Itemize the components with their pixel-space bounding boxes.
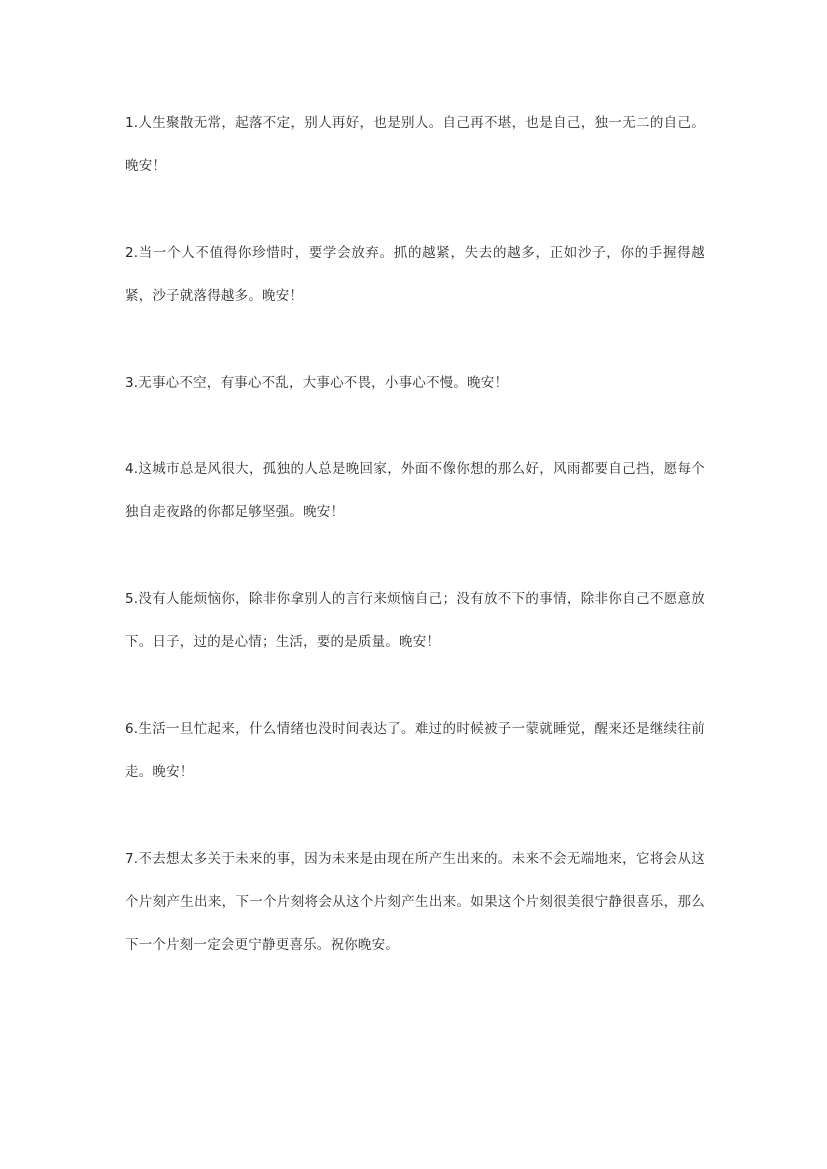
paragraph-3: 3.无事心不空，有事心不乱，大事心不畏，小事心不慢。晚安！ xyxy=(125,375,509,391)
paragraph-6: 6.生活一旦忙起来，什么情绪也没时间表达了。难过的时候被子一蒙就睡觉，醒来还是继续往前走。晚安！ xyxy=(125,721,705,780)
paragraph-5: 5.没有人能烦恼你，除非你拿别人的言行来烦恼自己；没有放不下的事情，除非你自己不愿意放下。日子，过的是心情；生活，要的是质量。晚安！ xyxy=(125,591,705,650)
paragraph-1: 1.人生聚散无常，起落不定，别人再好，也是别人。自己再不堪，也是自己，独一无二的自己。晚安！ xyxy=(125,115,705,174)
paragraph-2: 2.当一个人不值得你珍惜时，要学会放弃。抓的越紧，失去的越多，正如沙子，你的手握得越紧，沙子就落得越多。晚安！ xyxy=(125,245,705,304)
paragraph-7: 7.不去想太多关于未来的事，因为未来是由现在所产生出来的。未来不会无端地来，它将会从这个片刻产生出来，下一个片刻将会从这个片刻产生出来。如果这个片刻很美很宁静很喜乐，那么下一个片刻一定会更宁静更喜乐。祝你晚安。 xyxy=(125,851,705,953)
paragraph-4: 4.这城市总是风很大，孤独的人总是晚回家，外面不像你想的那么好，风雨都要自己挡，愿每个独自走夜路的你都足够坚强。晚安！ xyxy=(125,461,705,520)
